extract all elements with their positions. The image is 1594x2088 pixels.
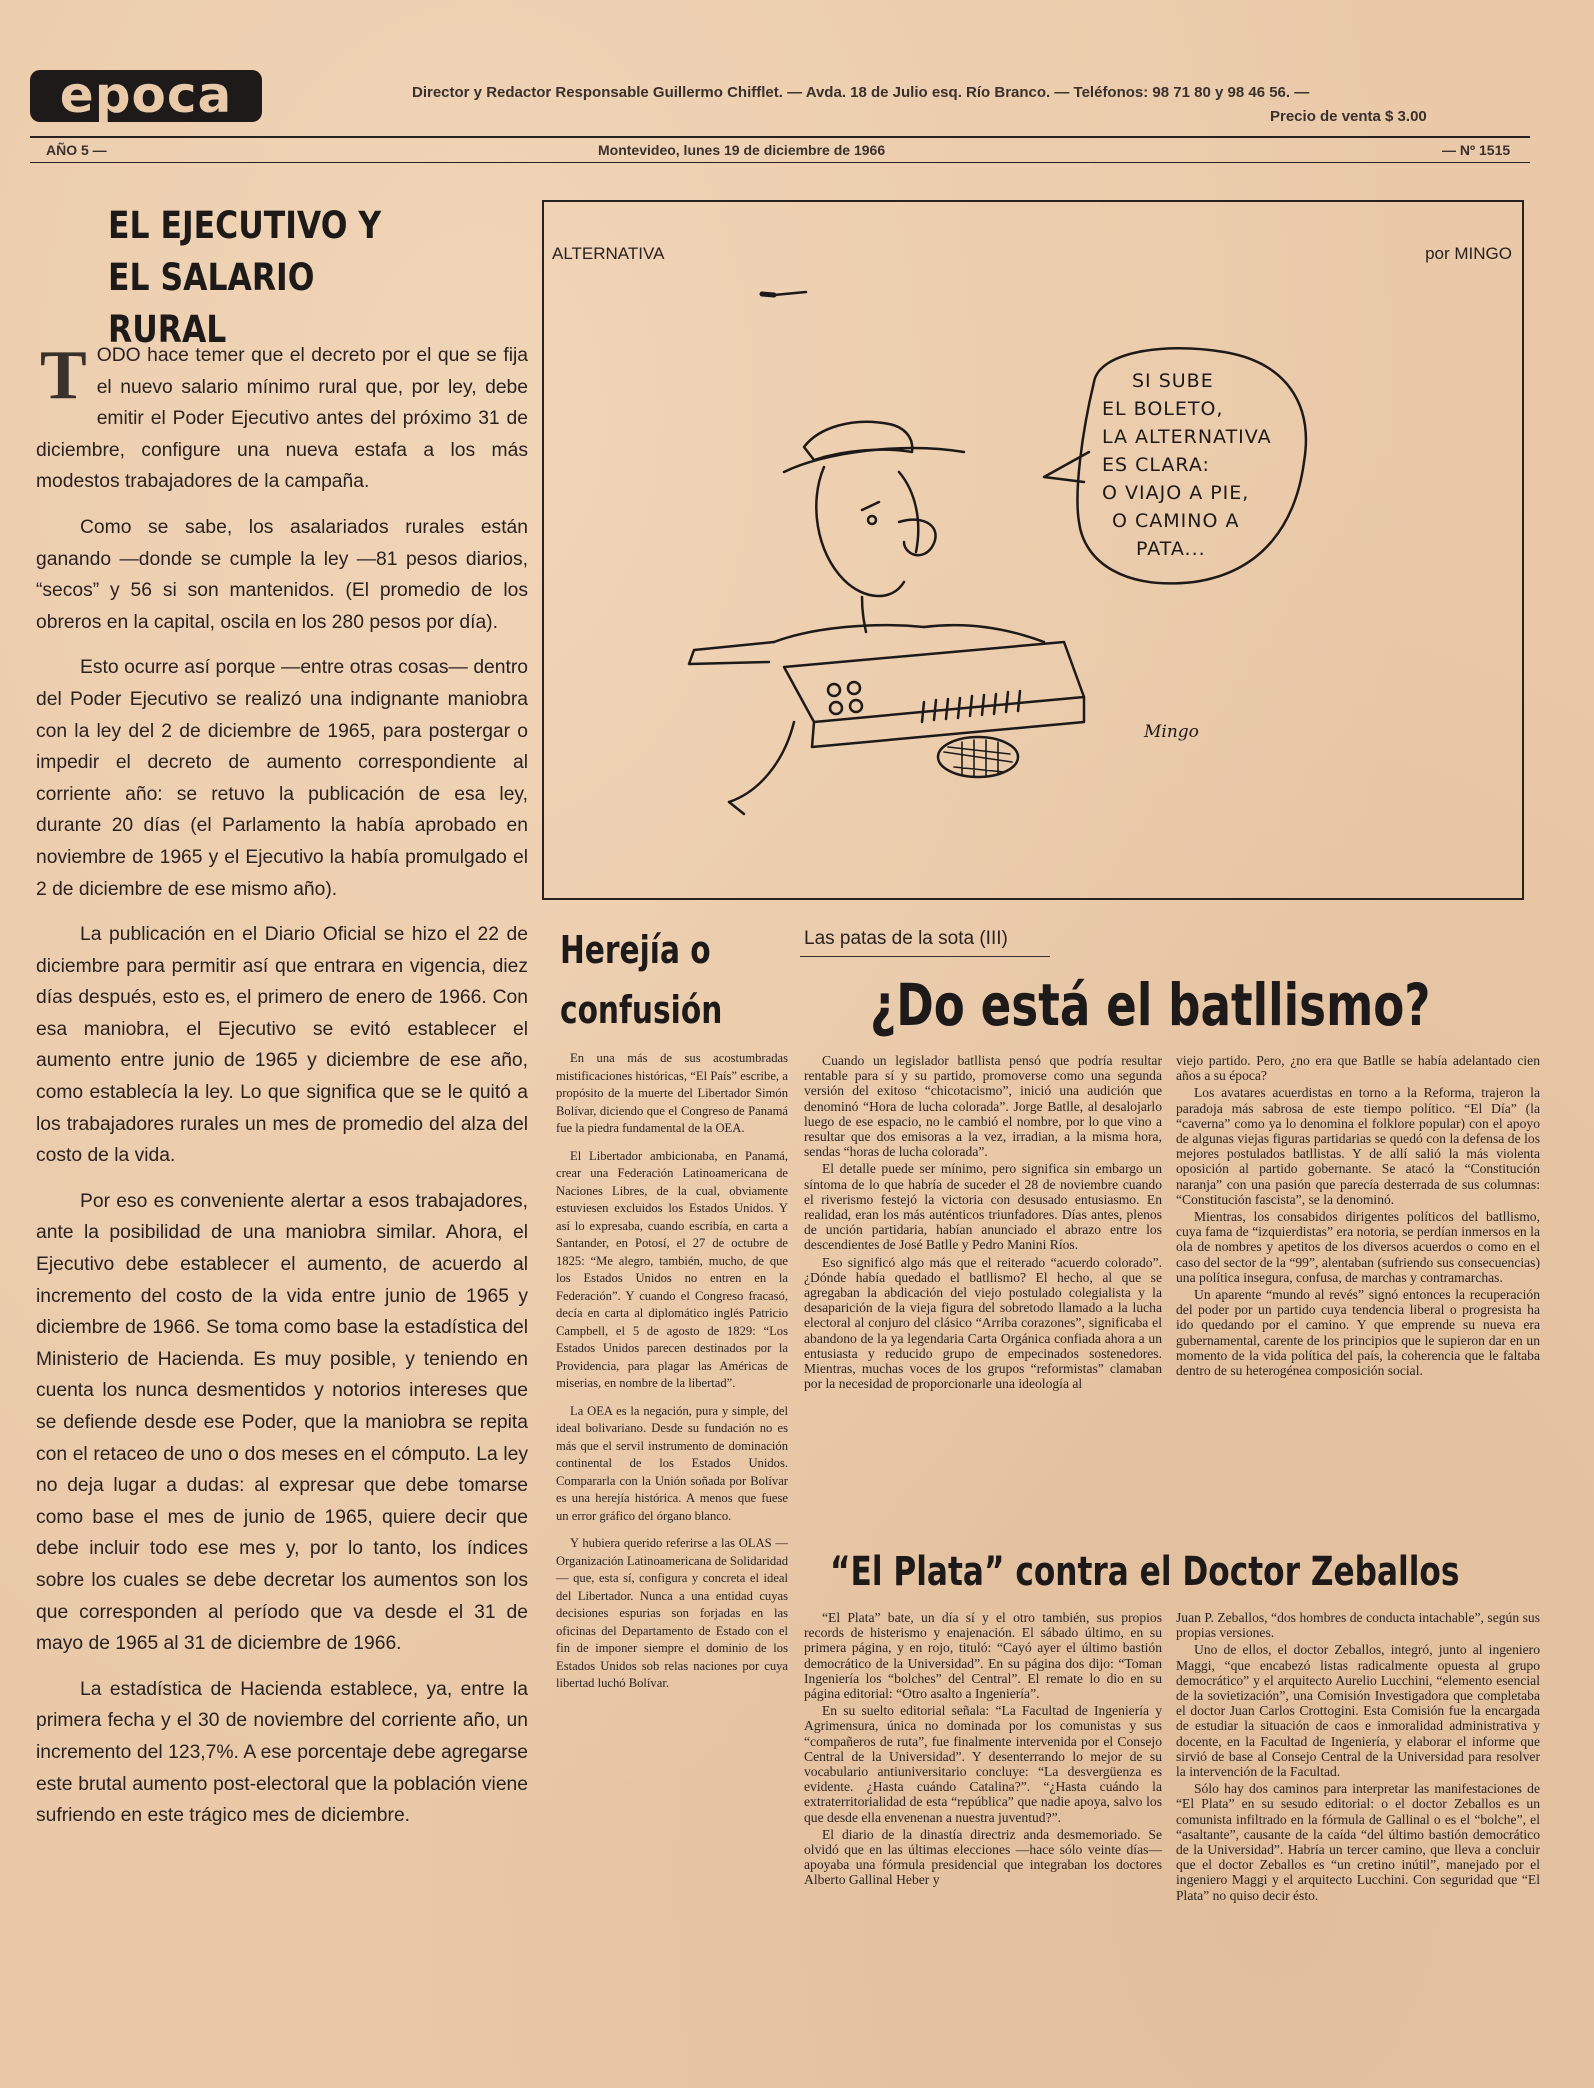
plata-paragraph: Sólo hay dos caminos para interpretar las manifestaciones de “El Plata” en su sesudo editorial: o el doctor Zeballos es un comunista infiltrado en la fórmula de Gallinal o es el “bolche”, el “asaltante”, causante de la caída “del último bastión democrático de la Universidad”. Habría un tercer camino, que lleva a concluir que el doctor Zeballos es “un cretino inútil”, manejado por el ingeniero Maggi y el arquitecto Lucchini. Con seguridad que “El Plata” no quiso decir ésto.: [1176, 1781, 1540, 1903]
cartoon-signature: Mingo: [1144, 722, 1199, 742]
batllismo-paragraph: Cuando un legislador batllista pensó que podría resultar rentable para sí y su partido, promoverse como una segunda versión del exitoso “chicotacismo”, inició una audición que denominó “Hora de lucha colorada”. Jorge Batlle, al desalojarlo luego de ese espacio, no le cambió el nombre, por lo que vino a resultar que dos emisoras a la vez, irradian, a la misma hora, sendas “horas de lucha colorada”.: [804, 1053, 1162, 1160]
plata-headline: “El Plata” contra el Doctor Zeballos: [830, 1549, 1460, 1595]
masthead-rule-top: [30, 136, 1530, 138]
batllismo-paragraph: Un aparente “mundo al revés” signó entonces la recuperación del poder por un partido cuya tendencia liberal o progresista ha ido quedando por el camino. Y que emprende su nueva era gubernamental, carente de los principios que le supieron dar en un momento de la vida política del país, la coherencia que le faltaba dentro de su heterogénea composición social.: [1176, 1287, 1540, 1379]
batllismo-paragraph: viejo partido. Pero, ¿no era que Batlle se había adelantado cien años a su época?: [1176, 1053, 1540, 1084]
batllismo-kicker: Las patas de la sota (III): [804, 928, 1008, 949]
issue-number: — Nº 1515: [1442, 142, 1511, 158]
plata-col2: [1176, 1610, 1540, 1905]
editorial-headline-line1: EL EJECUTIVO Y: [108, 204, 382, 247]
batllismo-paragraph: Los avatares acuerdistas en torno a la Reforma, trajeron la paradoja más sabrosa de este tiempo político. “El Día” (la “caverna” como ya lo denomina el folklore popular) con el apoyo de algunas viejas figuras partidarias se quedó con la defensa de los mejores postulados batllistas. Y de allí salió la más violenta oposición al partido gobernante. Se atacó la “Constitución naranja” con una pasión que parecía desterrada de sus columnas: “Constitución fascista”, se la denominó.: [1176, 1085, 1540, 1207]
dateline: Montevideo, lunes 19 de diciembre de 1966: [598, 142, 886, 158]
plata-paragraph: En su suelto editorial señala: “La Facultad de Ingeniería y Agrimensura, única no dominada por los comunistas y sus “compañeros de ruta”, fue finalmente intervenida por el Consejo Central de la Universidad”. Y desenterrando lo mejor de su vocabulario antiuniversitario concluye: “La desvergüenza es evidente. ¿Hasta cuándo Catalina?”. “¿Hasta cuándo la extraterritorialidad de esta “república” que nadie apoya, salvo los que desde ella envenenan a nuestra juventud?”.: [804, 1703, 1162, 1825]
plata-paragraph: Uno de ellos, el doctor Zeballos, integró, junto al ingeniero Maggi, “que encabezó listas radicalmente opuesta al grupo democrático” y el arquitecto Aurelio Lucchini, “elemento esencial de la sovietización”, una Comisión Investigadora que completaba el doctor Juan Carlos Crottogini. Esta Comisión fue la encargada de estudiar la situación de caos e inmoralidad administrativa y docente, en la Facultad de Ingeniería, y elaborar el informe que sirvió de base al Consejo Central de la Universidad para resolver la intervención de la Facultad.: [1176, 1642, 1540, 1780]
herejia-body: [556, 1050, 788, 1703]
batllismo-col1: [804, 1053, 1162, 1393]
year-label: AÑO 5 —: [46, 142, 107, 158]
cartoon-title: ALTERNATIVA: [552, 244, 665, 263]
editorial-paragraph: Por eso es conveniente alertar a esos trabajadores, ante la posibilidad de una maniobra similar. Ahora, el Ejecutivo debe establecer el aumento, de acuerdo al incremento del costo de la vida entre junio de 1965 y diciembre de 1966. Se toma como base la estadística del Ministerio de Hacienda. Es muy posible, y teniendo en cuenta los nunca desmentidos y notorios intereses que se defiende desde ese Poder, que la maniobra se repita con el retaceo de uno o dos meses en el cómputo. La ley no deja lugar a dudas: al expresar que debe tomarse como base el mes de junio de 1965, quiere decir que debe incluir todo ese mes y, por lo tanto, los índices sobre los cuales se debe decretar los aumentos son los que corresponden al período que va desde el 31 de mayo de 1965 al 31 de diciembre de 1966.: [36, 1190, 528, 1655]
batllismo-headline: ¿Do está el batllismo?: [870, 971, 1431, 1039]
batllismo-paragraph: El detalle puede ser mínimo, pero significa sin embargo un síntoma de lo que habría de suceder el 28 de noviembre cuando el riverismo festejó la victoria con desusado entusiasmo. En realidad, eran los más auténticos triunfadores. Días antes, plenos de unción partidaria, habían anunciado el abrazo entre los descendientes de José Batlle y Pedro Manini Ríos.: [804, 1161, 1162, 1253]
editorial-headline-line2: EL SALARIO RURAL: [108, 256, 315, 351]
editorial-body: [36, 337, 528, 1846]
editorial-paragraph: Esto ocurre así porque —entre otras cosas— dentro del Poder Ejecutivo se realizó una indignante maniobra con la ley del 2 de diciembre de 1965, para postergar o impedir el decreto de aumento correspondiente al corriente año: se retuvo la publicación de esa ley, durante 20 días (el Parlamento la había aprobado en noviembre de 1965 y el Ejecutivo la había promulgado el 2 de diciembre de ese mismo año).: [36, 657, 528, 900]
plata-paragraph: El diario de la dinastía directriz anda desmemoriado. Se olvidó que en las últimas elecciones —hace sólo veinte días— apoyaba una fórmula presidencial que integraban los doctores Alberto Gallinal Heber y: [804, 1826, 1162, 1888]
editorial-paragraph: TODO hace temer que el decreto por el que se fija el nuevo salario mínimo rural que, por ley, debe emitir el Poder Ejecutivo antes del próximo 31 de diciembre, configure una nueva estafa a los más modestos trabajadores de la campaña.: [36, 337, 528, 493]
herejia-paragraph: El Libertador ambicionaba, en Panamá, crear una Federación Latinoamericana de Naciones Libres, de la cual, obviamente estuviesen excluidos los Estados Unidos. Y así lo expresaba, cuando escribía, en carta a Santander, en Potosí, el 27 de octubre de 1825: “Me alegro, también, mucho, de que los Estados Unidos no entren en la Federación”. Y cuando el Congreso fracasó, decía en carta al diplomático inglés Patricio Campbell, el 5 de agosto de 1829: “Los Estados Unidos parecen destinados por la Providencia, para plagar las Américas de miserias, en nombre de la libertad”.: [556, 1148, 788, 1390]
drop-cap: T: [40, 337, 87, 414]
plata-paragraph: Juan P. Zeballos, “dos hombres de conducta intachable”, según sus propias versiones.: [1176, 1610, 1540, 1641]
masthead-rule-bottom: [30, 162, 1530, 163]
editorial-paragraph: La publicación en el Diario Oficial se hizo el 22 de diciembre para permitir así que entrara en vigencia, diez días después, esto es, el primero de enero de 1966. Con esa maniobra, el Ejecutivo se evitó establecer el aumento entre junio de 1965 y diciembre de ese año, como establecía la ley. Lo que significa que se le quitó a los trabajadores rurales un mes de promedio del alza del costo de la vida.: [36, 924, 528, 1167]
herejia-paragraph: Y hubiera querido referirse a las OLAS —Organización Latinoamericana de Solidaridad— que, esta sí, configura y concreta el ideal del Libertador. Nunca a una entidad cuyas decisiones espurias son forjadas en las oficinas del Departamento de Estado con el fin de imponer siempre el dominio de los Estados Unidos sob relas naciones por cuya libertad luchó Bolívar.: [556, 1536, 788, 1690]
herejia-paragraph: La OEA es la negación, pura y simple, del ideal bolivariano. Desde su fundación no es más que el servil instrumento de dominación continental de los Estados Unidos. Compararla con la Unión soñada por Bolívar es una herejía histórica. A menos que fuese un error gráfico del órgano blanco.: [556, 1403, 788, 1523]
masthead-info: Director y Redactor Responsable Guillermo Chifflet. — Avda. 18 de Julio esq. Río Branco. — Teléfonos: 98 71 80 y 98 46 56. —: [412, 84, 1310, 101]
herejia-headline-line2: confusión: [560, 988, 723, 1032]
plata-paragraph: “El Plata” bate, un día sí y el otro también, sus propios records de histerismo y enajenación. El sábado último, en su primera página, y en rojo, tituló: “Cayó ayer el último bastión democrático de la Universidad”. En su página dos dijo: “Toman Ingeniería los “bolches” del Central”. El remate lo dio en su página editorial: “Otro asalto a Ingeniería”.: [804, 1610, 1162, 1702]
herejia-headline: [560, 920, 722, 1040]
cartoon-frame: [542, 200, 1524, 900]
batllismo-paragraph: Mientras, los consabidos dirigentes políticos del batllismo, cuya fama de “izquierdistas” era notoria, se perdían inmersos en la ola de nombres y apetitos de los diversos acuerdos o como en el caso del sector de la “99”, alentaban (sufriendo sus consecuencias) una política insegura, confusa, de marchas y contramarchas.: [1176, 1209, 1540, 1285]
editorial-paragraph: La estadística de Hacienda establece, ya, entre la primera fecha y el 30 de noviembre del corriente año, un incremento del 123,7%. A ese porcentaje debe agregarse este brutal aumento post-electoral que la población viene sufriendo en este trágico mes de diciembre.: [36, 1678, 528, 1827]
plata-col1: [804, 1610, 1162, 1890]
kicker-rule: [800, 956, 1050, 957]
speech-bubble-text: SI SUBE EL BOLETO, LA ALTERNATIVA ES CLARA: O VIAJO A PIE, O CAMINO A PATA...: [1102, 370, 1272, 560]
batllismo-paragraph: Eso significó algo más que el reiterado “acuerdo colorado”. ¿Dónde había quedado el batllismo? El hecho, al que se agregaban la abdicación del viejo postulado colegialista y la desaparición de la vieja figura del sobretodo llamado a la lucha electoral al conjuro del clásico “Arriba corazones”, significaba el abandono de la ya legendaria Carta Orgánica confiada ahora a un entusiasta y reducido grupo de empecinados sostenedores. Mientras, muchas voces de los grupos “reformistas” clamaban por la necesidad de proporcionarle una ideología al: [804, 1254, 1162, 1392]
price: Precio de venta $ 3.00: [1270, 108, 1427, 125]
editorial-paragraph: Como se sabe, los asalariados rurales están ganando —donde se cumple la ley —81 pesos diarios, “secos” y 56 si son mantenidos. (El promedio de los obreros en la capital, oscila en los 280 pesos por día).: [36, 516, 528, 633]
newspaper-logo: epoca: [30, 70, 262, 122]
herejia-headline-line1: Herejía o: [560, 928, 711, 972]
editorial-headline: [108, 200, 431, 356]
herejia-paragraph: En una más de sus acostumbradas mistificaciones históricas, “El País” escribe, a propósito de la muerte del Libertador Simón Bolívar, diciendo que el Congreso de Panamá fue la piedra fundamental de la OEA.: [556, 1051, 788, 1135]
batllismo-col2: [1176, 1053, 1540, 1380]
cartoon-byline: por MINGO: [1425, 244, 1512, 263]
cartoon-drawing: [544, 202, 1522, 898]
